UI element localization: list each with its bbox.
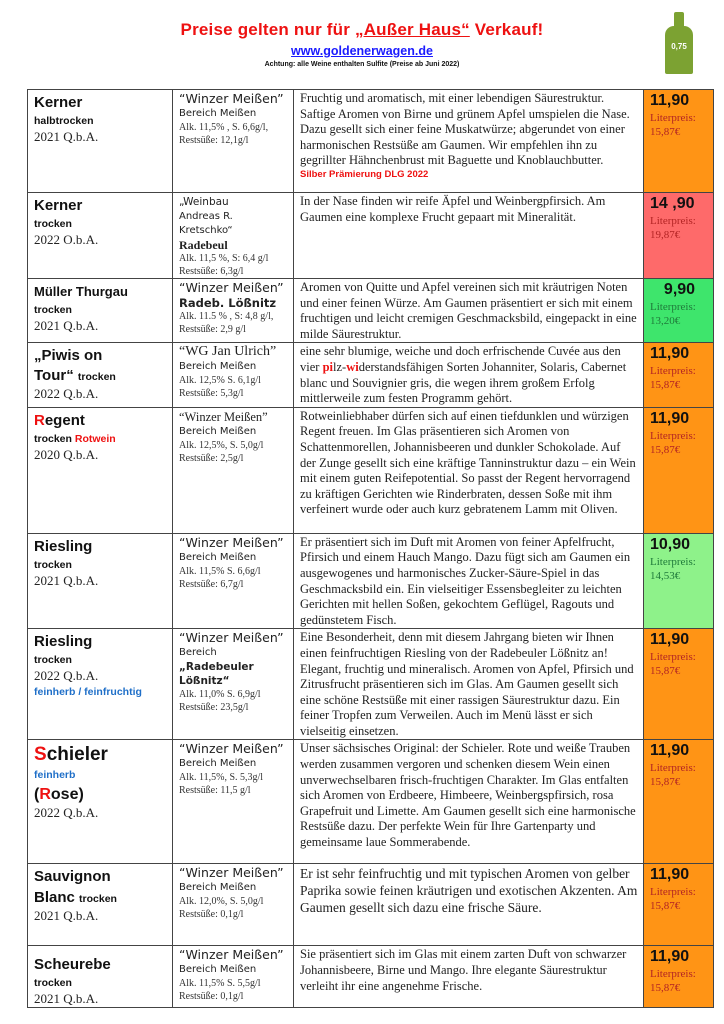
producer: „Weinbau: [179, 196, 229, 208]
producer: “Winzer Meißen”: [179, 91, 284, 106]
liter-price-label: Literpreis:: [650, 555, 696, 568]
title-text-end: Verkauf!: [469, 20, 544, 39]
residual-sugar: Restsüße: 2,5g/l: [179, 452, 244, 464]
wine-vintage: 2021 Q.b.A.: [34, 572, 99, 588]
producer-cell: [173, 946, 294, 1008]
liter-price: 15,87€: [650, 126, 681, 138]
description-cell: [294, 629, 644, 740]
wine-description: Aromen von Quitte und Apfel vereinen sich mit kräutrigen Noten und einer feinen Würze. Am Gaumen präsentiert er sich mit einem fruchtigen und leicht cremigen Geschmacksbild, eingepackt in eine milde Säurestruktur.: [300, 280, 637, 341]
alcohol-acid: Alk. 12,0%, S. 5,0g/l: [179, 896, 264, 908]
producer-name: Andreas R. Kretschko“: [179, 211, 233, 236]
producer-cell: [173, 279, 294, 343]
description-cell: [294, 193, 644, 279]
bottle-price: 10,90: [650, 535, 691, 553]
bottle-price: 11,90: [650, 948, 690, 966]
wine-description: In der Nase finden wir reife Äpfel und Weinbergpfirsich. Am Gaumen eine komplexe Frucht gepaart mit Mineralität.: [300, 194, 606, 224]
wine-description: Er präsentiert sich im Duft mit Aromen von feiner Apfelfrucht, Pfirsich und einem Hauch Mango. Dazu fügt sich am Gaumen ein ausgewogenes und harmonisches Zucker-Säure-Spiel in das Geschmacksbild ein. Ein vielseitiger Essensbegleiter zu leichten Gerichten mit hellen Soßen, gekochtem Geflügel, Ragouts und gedünstetem Fisch.: [300, 534, 631, 627]
wine-name: „Piwis on: [34, 347, 103, 365]
bottle-price: 11,90: [650, 409, 690, 427]
price-cell: [644, 193, 714, 279]
price-cell: [644, 279, 714, 343]
wine-name-cell: Schieler feinherb (Rose) 2022 Q.b.A.: [28, 740, 173, 864]
wine-name-cell: [28, 343, 173, 407]
producer: “Winzer Meißen”: [179, 534, 284, 550]
region: Bereich Meißen: [179, 551, 257, 563]
wine-vintage: 2022 Q.b.A.: [34, 386, 99, 402]
liter-price-label: Literpreis:: [650, 301, 696, 313]
wine-name-cell: [28, 193, 173, 279]
wine-vintage: 2020 Q.b.A.: [34, 446, 99, 462]
wine-vintage: 2021 Q.b.A.: [34, 991, 99, 1007]
region: Bereich Meißen: [179, 361, 257, 373]
residual-sugar: Restsüße: 0,1g/l: [179, 909, 244, 921]
wine-sweetness: feinherb / feinfruchtig: [34, 686, 142, 699]
region: Radebeul: [179, 238, 228, 252]
residual-sugar: Restsüße: 6,3g/l: [179, 266, 244, 277]
region: Bereich: [179, 647, 217, 659]
bottle-price: 11,90: [650, 742, 690, 760]
liter-price-label: Literpreis:: [650, 651, 696, 664]
liter-price-label: Literpreis:: [650, 215, 696, 227]
wine-vintage: 2022 O.b.A.: [34, 232, 99, 247]
table-row: [28, 279, 714, 343]
wine-name: Riesling: [34, 633, 93, 651]
liter-price: 15,87€: [650, 900, 681, 913]
liter-price: 15,87€: [650, 443, 681, 456]
liter-price: 19,87€: [650, 229, 681, 241]
price-cell: [644, 740, 714, 864]
wine-vintage: 2022 Q.b.A.: [34, 668, 99, 684]
wine-name: egent: [44, 411, 85, 429]
producer: “Winzer Meißen”: [179, 865, 284, 881]
page-title: [0, 20, 724, 40]
title-text: Preise gelten nur für: [180, 20, 355, 39]
wine-description: Eine Besonderheit, denn mit diesem Jahrgang bieten wir Ihnen einen feinfruchtigen Riesling von der Radebeuler Lößnitz an! Elegant, fruchtig und mineralisch. Aromen von Apfel, Pfirsich und Zitrusfrucht präsentieren sich im Glas. Am Gaumen gesellt sich eine schöne Restsüße mit einer rassigen Säurestruktur dazu. Ein feiner Tropfen zum Verweilen. Auch im Menü lässt er sich vielseitig einsetzen.: [300, 630, 634, 738]
alcohol-acid: Alk. 12,5%, S. 5,0g/l: [179, 439, 264, 451]
region: Bereich Meißen: [179, 108, 257, 119]
region: Bereich Meißen: [179, 758, 257, 770]
wine-vintage: 2021 Q.b.A.: [34, 318, 99, 333]
wine-name: Sauvignon: [34, 868, 111, 886]
residual-sugar: Restsüße: 2,9 g/l: [179, 324, 246, 335]
price-cell: [644, 90, 714, 193]
table-row: [28, 533, 714, 629]
producer-cell: [173, 343, 294, 407]
wine-name-cell: [28, 629, 173, 740]
producer-cell: [173, 90, 294, 193]
description-cell: [294, 343, 644, 407]
price-cell: [644, 407, 714, 533]
price-cell: [644, 533, 714, 629]
liter-price-label: Literpreis:: [650, 762, 696, 775]
wine-style: trocken: [34, 432, 72, 445]
wine-name-cell: [28, 864, 173, 946]
producer-cell: [173, 864, 294, 946]
region: Bereich Meißen: [179, 964, 257, 976]
region: Radeb. Lößnitz: [179, 296, 277, 310]
residual-sugar: Restsüße: 0,1g/l: [179, 991, 244, 1003]
description-cell: [294, 946, 644, 1008]
price-cell: [644, 343, 714, 407]
liter-price-label: Literpreis:: [650, 365, 696, 378]
wine-style: halbtrocken: [34, 115, 94, 127]
alcohol-acid: Alk. 11,5% S. 6,6g/l: [179, 565, 261, 577]
wine-style: trocken: [34, 558, 72, 571]
liter-price: 14,53€: [650, 569, 681, 582]
sub-region: „Radebeuler: [179, 661, 254, 674]
producer: “Winzer Meißen”: [179, 409, 268, 424]
residual-sugar: Restsüße: 12,1g/l: [179, 135, 249, 146]
wine-description: eine sehr blumige, weiche und doch erfrischende Cuvée aus den vier pilz-widerstandsfähigen Sorten Johanniter, Solaris, Cabernet blanc und Souvignier gris, die wegen ihrem großem Erfolg mittlerweile zum festen Programm gehört.: [300, 344, 627, 406]
wine-description: Unser sächsisches Original: der Schieler. Rote und weiße Trauben werden zusammen vergoren und schenken diesem Wein einen unverwechselbaren frisch-fruchtigen Charakter. Im Glas entfalten sich Aromen von Erdbeere, Himbeere, Weinbergspfirsich, rosa Grapefruit und Limette. Am Gaumen gesellt sich eine harmonische Restsüße dazu. Der perfekte Wein für Ihre Gartenparty und gemeinsame laue Sommerabende.: [300, 741, 636, 850]
description-cell: [294, 864, 644, 946]
producer-cell: [173, 193, 294, 279]
wine-type: ose): [50, 786, 84, 804]
liter-price-label: Literpreis:: [650, 886, 696, 899]
wine-vintage: 2022 Q.b.A.: [34, 805, 99, 821]
alcohol-acid: Alk. 11,0% S. 6,9g/l: [179, 689, 261, 701]
residual-sugar: Restsüße: 23,5g/l: [179, 702, 249, 714]
producer-cell: [173, 407, 294, 533]
wine-style: trocken: [34, 304, 72, 316]
wine-name: Scheurebe: [34, 956, 111, 974]
page-header: [0, 0, 724, 84]
wine-description: Er ist sehr feinfruchtig und mit typischen Aromen von gelber Paprika sowie feinen kräutrigen und exotischen Akzenten. Am Gaumen gesellt sich dazu eine frische Säure.: [300, 866, 638, 916]
wine-name-initial: R: [34, 411, 45, 429]
alcohol-acid: Alk. 11,5% S. 5,5g/l: [179, 978, 261, 990]
website-link[interactable]: www.goldenerwagen.de: [291, 44, 433, 58]
wine-description: Fruchtig und aromatisch, mit einer lebendigen Säurestruktur. Saftige Aromen von Birne und grünem Apfel umspielen die Nase. Dazu gesellt sich einer feine Muskatwürze; abgerundet von einer harmonischen Restsüße am Gaumen. Wir empfehlen ihn zu gegrillter Hähnchenbrust mit Baguette und Knoblauchbutter.: [300, 91, 630, 168]
description-cell: [294, 279, 644, 343]
producer-cell: [173, 533, 294, 629]
liter-price-label: Literpreis:: [650, 968, 696, 981]
wine-description: Sie präsentiert sich im Glas mit einem zarten Duft von schwarzer Johannisbeere, Birne und Mango. Ihre elegante Säurestruktur verleiht ihr eine angenehme Frische.: [300, 947, 627, 993]
producer: “Winzer Meißen”: [179, 741, 284, 757]
wine-name-cell: [28, 533, 173, 629]
table-row: [28, 864, 714, 946]
liter-price-label: Literpreis:: [650, 429, 696, 442]
liter-price: 13,20€: [650, 315, 681, 327]
wine-style: trocken: [34, 977, 72, 990]
sub-region-cont: Lößnitz“: [179, 675, 230, 688]
region: Bereich Meißen: [179, 882, 257, 894]
bottle-price: 11,90: [650, 631, 690, 649]
alcohol-acid: Alk. 11.5 % , S: 4,8 g/l,: [179, 311, 274, 322]
wine-name-cont: Blanc: [34, 889, 75, 907]
region: Bereich Meißen: [179, 425, 257, 437]
table-row: [28, 407, 714, 533]
wine-name-cell: [28, 946, 173, 1008]
alcohol-acid: Alk. 11,5% , S. 6,6g/l,: [179, 122, 269, 133]
wine-name-cont: Tour“: [34, 367, 74, 385]
bottle-price: 11,90: [650, 866, 690, 884]
residual-sugar: Restsüße: 6,7g/l: [179, 578, 244, 590]
wine-name: chieler: [46, 744, 108, 766]
description-cell: [294, 90, 644, 193]
producer: “Winzer Meißen”: [179, 280, 284, 295]
producer-cell: [173, 740, 294, 864]
alcohol-acid: Alk. 12,5% S. 6,1g/l: [179, 375, 261, 387]
description-cell: [294, 407, 644, 533]
liter-price-label: Literpreis:: [650, 112, 696, 124]
bottle-price: 9,90: [663, 281, 696, 298]
producer: “Winzer Meißen”: [179, 947, 284, 963]
wine-bottle-icon: [665, 12, 693, 74]
table-row: [28, 193, 714, 279]
alcohol-acid: Alk. 11,5%, S. 5,3g/l: [179, 772, 264, 784]
bottle-price: 14 ,90: [650, 195, 695, 212]
bottle-price: 11,90: [650, 345, 690, 363]
bottle-price: 11,90: [650, 92, 690, 109]
producer-cell: [173, 629, 294, 740]
residual-sugar: Restsüße: 11,5 g/l: [179, 785, 251, 797]
bottle-volume-label: 0,75: [671, 42, 687, 51]
wine-name: Kerner: [34, 197, 83, 214]
wine-type: Rotwein: [74, 432, 116, 445]
wine-name-cell: [28, 279, 173, 343]
wine-style: trocken: [79, 893, 117, 906]
wine-style: trocken: [77, 371, 116, 384]
description-cell: [294, 533, 644, 629]
residual-sugar: Restsüße: 5,3g/l: [179, 388, 244, 400]
alcohol-acid: Alk. 11,5 %, S: 6,4 g/l: [179, 253, 269, 264]
table-row: [28, 946, 714, 1008]
wine-style: trocken: [34, 218, 72, 230]
liter-price: 15,87€: [650, 982, 681, 995]
table-row: [28, 629, 714, 740]
liter-price: 15,87€: [650, 665, 681, 678]
wine-description: Rotweinliebhaber dürfen sich auf einen tiefdunklen und würzigen Regent freuen. Im Glas präsentieren sich Aromen von Schattenmorellen, Johannisbeeren und dunkler Schokolade. Auf der Zunge gesellt sich eine kräftige Tanninstruktur dazu – ein Wein mit einem guten Reifepotential. So passt der Regent hervorragend zu kräftigen Gerichten wie Rinderbraten, dessen Soße mit ihm verfeinert wurde oder auch kurz gebratenem Lamm mit Oliven.: [300, 408, 636, 517]
table-row: [28, 343, 714, 407]
producer: “WG Jan Ulrich”: [179, 344, 277, 360]
producer: “Winzer Meißen”: [179, 630, 284, 646]
wine-price-table: [27, 89, 714, 1008]
wine-style: feinherb: [34, 769, 76, 782]
wine-name-cell: [28, 90, 173, 193]
wine-vintage: 2021 Q.b.A.: [34, 129, 99, 144]
award-badge: Silber Prämierung DLG 2022: [300, 168, 429, 180]
title-emphasis: „Außer Haus“: [355, 20, 470, 39]
table-row: [28, 90, 714, 193]
wine-name: Riesling: [34, 537, 93, 555]
sulfite-note: Achtung: alle Weine enthalten Sulfite (Preise ab Juni 2022): [264, 61, 460, 68]
price-cell: [644, 946, 714, 1008]
price-cell: [644, 629, 714, 740]
wine-name-initial: S: [34, 744, 47, 766]
table-row: [28, 740, 714, 864]
wine-style: trocken: [34, 654, 72, 667]
wine-name-cell: [28, 407, 173, 533]
liter-price: 15,87€: [650, 379, 681, 392]
wine-name: Kerner: [34, 94, 83, 111]
price-cell: [644, 864, 714, 946]
description-cell: [294, 740, 644, 864]
wine-name: Müller Thurgau: [34, 284, 128, 299]
wine-vintage: 2021 Q.b.A.: [34, 908, 99, 924]
liter-price: 15,87€: [650, 776, 681, 789]
